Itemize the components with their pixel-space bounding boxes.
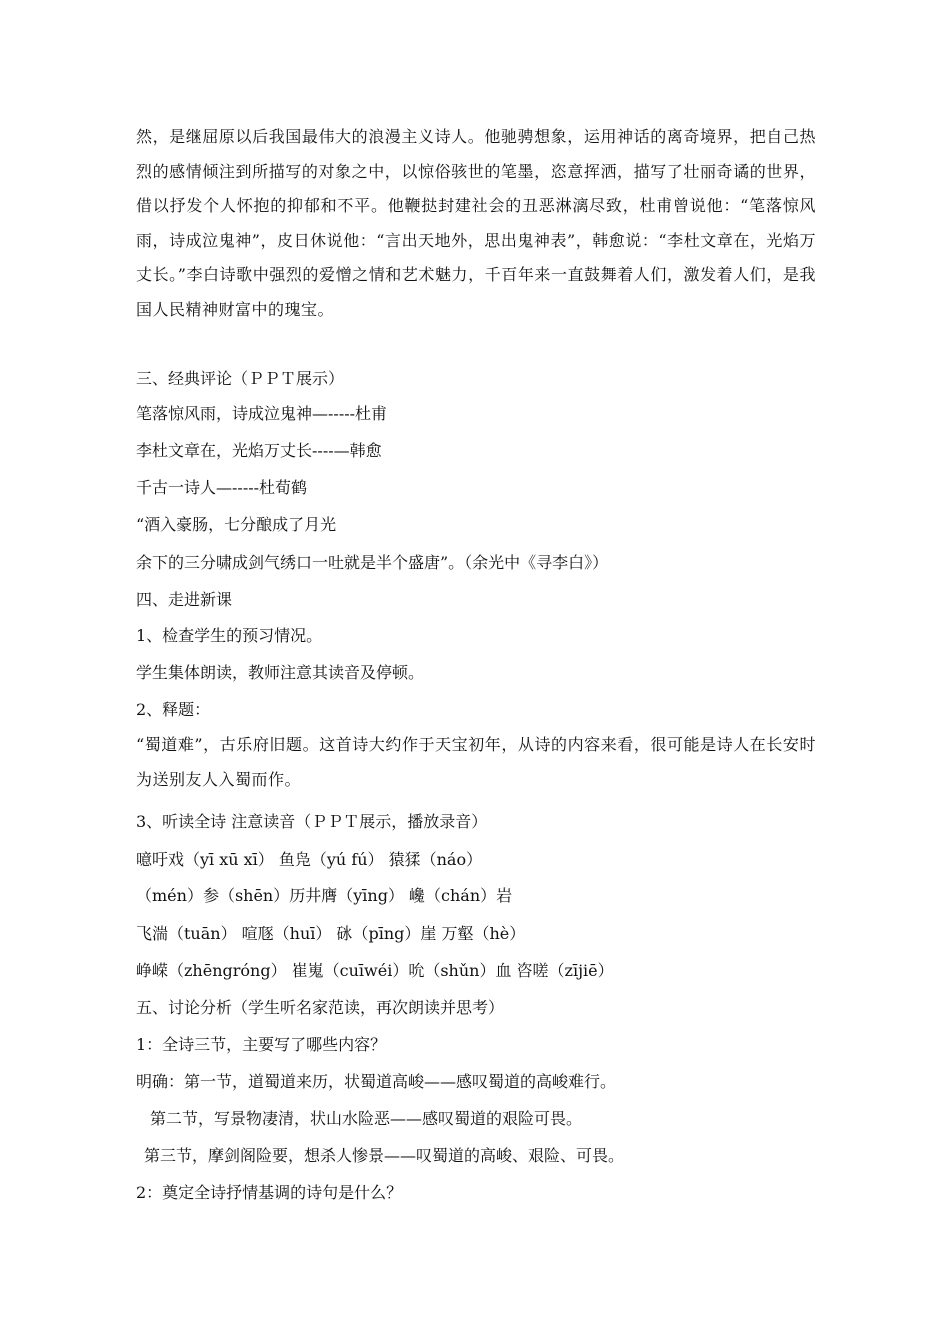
item3-title: 3、听读全诗 注意读音（ＰＰＴ展示，播放录音） <box>136 812 488 831</box>
pronunciation-line-1: 噫吁戏（yī xū xī） 鱼凫（yú fú） 猿猱（náo） <box>136 850 483 869</box>
answer-line-3: 第三节，摩剑阁险要，想杀人惨景——叹蜀道的高峻、艰险、可畏。 <box>144 1146 625 1165</box>
section5-heading: 五、讨论分析（学生听名家范读，再次朗读并思考） <box>136 998 505 1017</box>
quote-han-yu: 李杜文章在，光焰万丈长----—韩愈 <box>136 441 382 460</box>
intro-paragraph: 然，是继屈原以后我国最伟大的浪漫主义诗人。他驰骋想象，运用神话的离奇境界，把自己热烈的感情倾注到所描写的对象之中，以惊俗骇世的笔墨，恣意挥洒，描写了壮丽奇谲的世界，借以抒发个人怀抱的抑郁和不平。他鞭挞封建社会的丑恶淋漓尽致，杜甫曾说他：“笔落惊风雨，诗成泣鬼神”，皮日休说他：“言出天地外，思出鬼神表”，韩愈说：“李杜文章在，光焰万丈长。”李白诗歌中强烈的爱憎之情和艺术魅力，千百年来一直鼓舞着人们，激发着人们，是我国人民精神财富中的瑰宝。 <box>136 127 816 319</box>
quote-yu-guangzhong-1: “酒入豪肠，七分酿成了月光 <box>136 515 337 534</box>
answer-line-2: 第二节，写景物凄清，状山水险恶——感叹蜀道的艰险可畏。 <box>150 1109 583 1128</box>
section3-heading: 三、经典评论（ＰＰＴ展示） <box>136 369 345 388</box>
quote-du-xunhe: 千古一诗人—-----杜荀鹤 <box>136 478 308 497</box>
item2-title: 2、释题： <box>136 700 211 719</box>
answer-line-1: 明确：第一节，道蜀道来历，状蜀道高峻——感叹蜀道的高峻难行。 <box>136 1072 617 1091</box>
question-2: 2：奠定全诗抒情基调的诗句是什么？ <box>136 1183 403 1202</box>
question-1: 1：全诗三节，主要写了哪些内容？ <box>136 1035 387 1054</box>
item1-body: 学生集体朗读，教师注意其读音及停顿。 <box>136 663 425 682</box>
pronunciation-line-4: 峥嵘（zhēngróng） 崔嵬（cuīwéi）吮（shǔn）血 咨嗟（zījiē） <box>136 961 614 980</box>
item2-body: “蜀道难”，古乐府旧题。这首诗大约作于天宝初年，从诗的内容来看，很可能是诗人在长安时为送别友人入蜀而作。 <box>136 735 816 789</box>
pronunciation-line-3: 飞湍（tuān） 喧豗（huī） 砯（pīng）崖 万壑（hè） <box>136 924 526 943</box>
section4-heading: 四、走进新课 <box>136 590 233 609</box>
pronunciation-line-2: （mén）参（shēn）历井膺（yīng） 巉（chán）岩 <box>136 886 513 905</box>
quote-yu-guangzhong-2: 余下的三分啸成剑气绣口一吐就是半个盛唐”。（余光中《寻李白》） <box>136 553 609 572</box>
item1-title: 1、检查学生的预习情况。 <box>136 626 323 645</box>
quote-du-fu: 笔落惊风雨，诗成泣鬼神—-----杜甫 <box>136 404 388 423</box>
